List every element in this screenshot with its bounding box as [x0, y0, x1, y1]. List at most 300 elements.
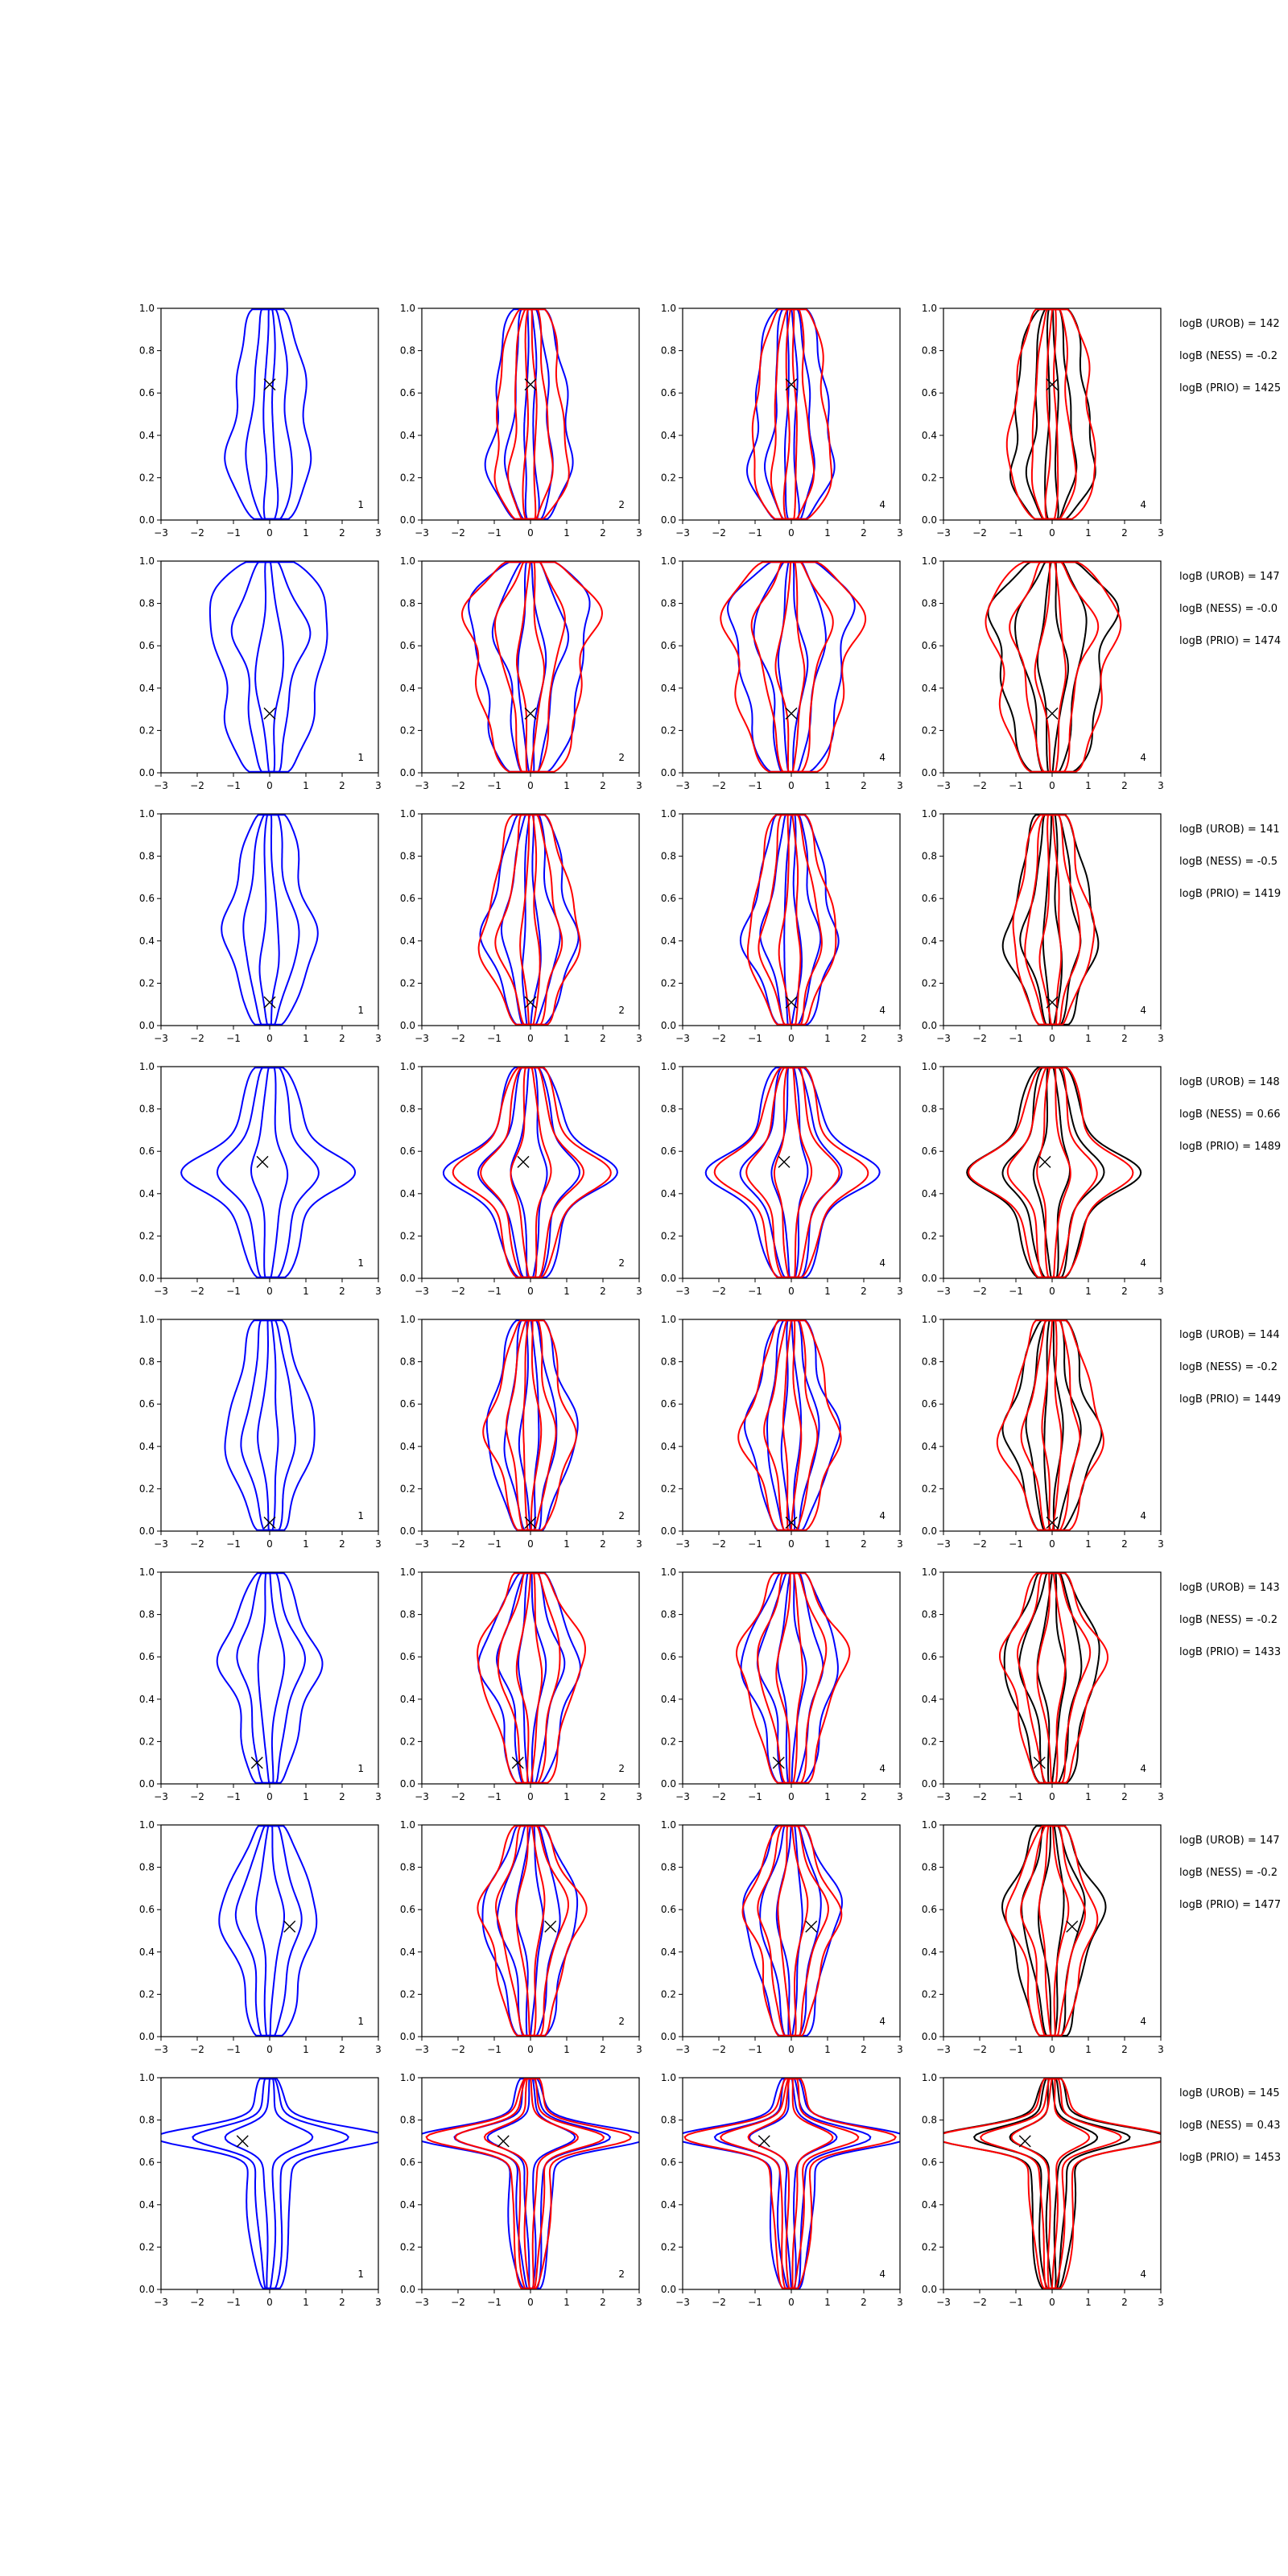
y-tick-label: 0.8: [660, 1103, 676, 1115]
x-tick-label: −2: [972, 1791, 987, 1802]
y-tick-label: 0.0: [399, 1778, 415, 1790]
x-tick-label: −1: [487, 527, 502, 539]
y-tick-label: 1.0: [660, 1061, 676, 1072]
x-tick-label: −2: [190, 1538, 204, 1550]
panel-r6-c3: [661, 1567, 903, 1802]
contour-level-1: [516, 1826, 543, 2035]
axes-frame: [943, 2078, 1161, 2289]
contour-level-3: [741, 815, 839, 1024]
x-tick-label: −3: [675, 527, 690, 539]
x-tick-label: 2: [1121, 1286, 1128, 1297]
y-tick-label: 1.0: [660, 303, 676, 314]
contour-series-black: [935, 2079, 1166, 2288]
y-tick-label: 0.6: [138, 1651, 155, 1663]
x-tick-label: −3: [675, 1033, 690, 1044]
y-tick-label: 0.0: [921, 514, 937, 526]
contour-level-3: [181, 1067, 355, 1277]
x-tick-label: 0: [788, 780, 795, 791]
contour-level-1: [519, 1320, 539, 1530]
x-tick-label: −3: [154, 527, 168, 539]
x-tick-label: −2: [190, 527, 204, 539]
y-tick-label: 0.2: [660, 724, 676, 737]
panel-r7-c3: [661, 1819, 903, 2055]
x-tick-label: 1: [1085, 1033, 1092, 1044]
contour-level-2: [478, 1067, 580, 1277]
x-tick-label: 3: [375, 2297, 382, 2308]
y-tick-label: 0.8: [399, 1608, 415, 1620]
annotation-text: logB (PRIO) = 1474: [1179, 635, 1282, 647]
annotation-text: logB (NESS) = -0.2: [1179, 350, 1278, 362]
contour-series-red: [968, 1067, 1133, 1277]
annotation-text: logB (NESS) = -0.2: [1179, 1361, 1278, 1373]
x-tick-label: 0: [266, 780, 273, 791]
x-tick-label: 0: [788, 527, 795, 539]
x-tick-label: 0: [266, 2297, 273, 2308]
x-tick-label: 2: [339, 2297, 345, 2308]
contour-level-1: [782, 1320, 802, 1530]
y-tick-label: 0.6: [660, 640, 676, 652]
y-tick-label: 0.4: [399, 1187, 415, 1199]
contour-level-3: [738, 1320, 840, 1530]
x-tick-label: 3: [636, 1538, 642, 1550]
axes-frame: [161, 814, 378, 1026]
contour-series-black: [989, 562, 1119, 771]
contour-level-2: [497, 1573, 564, 1782]
contour-level-1: [1038, 562, 1068, 771]
x-tick-label: 2: [861, 1791, 867, 1802]
y-tick-label: 0.8: [660, 345, 676, 357]
x-tick-label: 2: [1121, 2044, 1128, 2055]
panel-label: 1: [357, 499, 364, 510]
y-tick-label: 0.8: [399, 2114, 415, 2126]
contour-series-red: [738, 1320, 840, 1530]
contour-level-1: [255, 562, 283, 771]
y-tick-label: 0.2: [921, 1230, 937, 1242]
x-tick-label: 1: [1085, 780, 1092, 791]
y-tick-label: 0.8: [399, 1103, 415, 1115]
x-tick-label: 3: [1158, 1286, 1164, 1297]
contour-series-blue: [706, 1067, 880, 1277]
y-tick-label: 0.4: [138, 1693, 155, 1705]
axes-frame: [943, 814, 1161, 1026]
axes-frame: [161, 1572, 378, 1784]
x-tick-label: −1: [487, 1538, 502, 1550]
x-tick-label: −1: [748, 1286, 762, 1297]
x-tick-label: −2: [451, 780, 465, 791]
y-tick-label: 0.0: [138, 767, 155, 778]
y-tick-label: 0.6: [660, 893, 676, 905]
x-tick-label: 3: [375, 1538, 382, 1550]
annotation-text: logB (PRIO) = 1489: [1179, 1141, 1282, 1153]
y-tick-label: 0.2: [660, 472, 676, 484]
panel-label: 1: [357, 2268, 364, 2280]
contour-series-blue: [478, 1573, 580, 1782]
x-tick-label: 2: [339, 1791, 345, 1802]
x-tick-label: 1: [824, 780, 831, 791]
contour-level-1: [749, 2079, 833, 2288]
panel-label: 2: [618, 1510, 625, 1521]
axes-frame: [683, 814, 900, 1026]
contour-level-2: [752, 562, 833, 771]
y-tick-label: 0.8: [921, 1861, 937, 1873]
y-tick-label: 0.8: [138, 850, 155, 862]
y-tick-label: 0.6: [138, 640, 155, 652]
x-tick-label: −2: [712, 2044, 726, 2055]
x-tick-label: −2: [190, 780, 204, 791]
annotation-text: logB (UROB) = 147: [1179, 1835, 1280, 1847]
x-tick-label: 0: [788, 1286, 795, 1297]
x-tick-label: −3: [675, 1538, 690, 1550]
x-tick-label: −1: [487, 2297, 502, 2308]
contour-level-1: [517, 562, 544, 771]
axes-frame: [161, 1825, 378, 2037]
y-tick-label: 1.0: [921, 808, 937, 819]
annotation-text: logB (NESS) = -0.2: [1179, 1614, 1278, 1626]
y-tick-label: 0.2: [138, 1483, 155, 1495]
y-tick-label: 0.6: [921, 1651, 937, 1663]
panel-r7-c4: [922, 1819, 1164, 2055]
x-tick-label: 1: [564, 2044, 570, 2055]
axes-frame: [161, 2078, 378, 2289]
y-tick-label: 0.6: [399, 893, 415, 905]
x-tick-label: −1: [487, 1791, 502, 1802]
contour-series-red: [743, 1826, 842, 2035]
x-tick-label: 0: [1049, 527, 1055, 539]
contour-level-2: [746, 1067, 839, 1277]
contour-series-blue: [743, 1826, 842, 2035]
x-tick-label: −2: [972, 780, 987, 791]
x-tick-label: 3: [1158, 780, 1164, 791]
x-tick-label: −3: [154, 1033, 168, 1044]
contour-level-1: [1038, 1573, 1066, 1782]
x-tick-label: 3: [1158, 1033, 1164, 1044]
axes-frame: [943, 561, 1161, 773]
x-tick-label: 0: [527, 1033, 534, 1044]
x-tick-label: 3: [375, 1791, 382, 1802]
y-tick-label: 1.0: [660, 555, 676, 567]
y-tick-label: 0.0: [138, 1020, 155, 1031]
panel-r1-c4: [922, 303, 1164, 539]
x-tick-label: 2: [861, 527, 867, 539]
y-tick-label: 0.4: [921, 1693, 937, 1705]
y-tick-label: 1.0: [921, 1314, 937, 1325]
x-tick-label: 1: [824, 1033, 831, 1044]
panel-r2-c1: [139, 555, 382, 791]
y-tick-label: 0.0: [921, 767, 937, 778]
annotation-text: logB (UROB) = 142: [1179, 318, 1280, 330]
y-tick-label: 0.8: [399, 1861, 415, 1873]
y-tick-label: 0.8: [921, 597, 937, 609]
x-tick-label: −1: [1009, 1286, 1023, 1297]
panel-r4-c4: [922, 1061, 1164, 1297]
y-tick-label: 0.2: [921, 1988, 937, 2000]
x-tick-label: 1: [303, 2044, 309, 2055]
y-tick-label: 0.6: [399, 1904, 415, 1916]
x-tick-label: 1: [564, 1286, 570, 1297]
y-tick-label: 0.2: [660, 977, 676, 989]
axes-frame: [683, 561, 900, 773]
x-tick-label: −3: [415, 780, 429, 791]
x-tick-label: −3: [415, 1538, 429, 1550]
contour-level-1: [1035, 562, 1066, 771]
panel-r5-c4: [922, 1314, 1164, 1550]
x-tick-label: −1: [748, 780, 762, 791]
panel-r1-c1: [139, 303, 382, 539]
x-tick-label: 3: [897, 1538, 903, 1550]
x-tick-label: 0: [527, 780, 534, 791]
y-tick-label: 0.0: [660, 2031, 676, 2042]
contour-level-3: [967, 1067, 1141, 1277]
axes-frame: [422, 1319, 639, 1531]
x-tick-label: −1: [226, 527, 241, 539]
x-marker: [284, 1921, 295, 1932]
y-tick-label: 0.8: [399, 345, 415, 357]
contour-level-2: [754, 562, 826, 771]
y-tick-label: 1.0: [138, 1819, 155, 1831]
y-tick-label: 0.6: [399, 1651, 415, 1663]
y-tick-label: 0.4: [660, 429, 676, 441]
x-tick-label: −3: [154, 2297, 168, 2308]
contour-level-1: [260, 815, 279, 1024]
y-tick-label: 0.4: [660, 1693, 676, 1705]
y-tick-label: 0.6: [660, 1651, 676, 1663]
y-tick-label: 1.0: [138, 555, 155, 567]
panel-label: 1: [357, 1510, 364, 1521]
panel-label: 2: [618, 499, 625, 510]
x-tick-label: −3: [675, 1286, 690, 1297]
y-tick-label: 0.8: [399, 597, 415, 609]
contour-level-1: [1034, 1067, 1070, 1277]
x-tick-label: −1: [487, 2044, 502, 2055]
x-tick-label: −2: [190, 2297, 204, 2308]
x-tick-label: 3: [636, 2297, 642, 2308]
contour-series-blue: [155, 2079, 387, 2288]
y-tick-label: 0.0: [921, 1525, 937, 1537]
y-tick-label: 1.0: [660, 1819, 676, 1831]
annotation-text: logB (PRIO) = 1419: [1179, 888, 1282, 900]
annotation-text: logB (NESS) = -0.5: [1179, 856, 1278, 868]
x-tick-label: −2: [190, 1791, 204, 1802]
y-tick-label: 1.0: [921, 2072, 937, 2083]
y-tick-label: 0.6: [921, 387, 937, 399]
y-tick-label: 0.2: [660, 1736, 676, 1748]
contour-level-2: [980, 2079, 1121, 2288]
y-tick-label: 0.6: [138, 2157, 155, 2169]
x-tick-label: −3: [415, 527, 429, 539]
y-tick-label: 0.0: [921, 1778, 937, 1790]
axes-frame: [943, 308, 1161, 520]
y-tick-label: 1.0: [660, 1314, 676, 1325]
y-tick-label: 1.0: [399, 303, 415, 314]
y-tick-label: 1.0: [138, 303, 155, 314]
contour-level-2: [481, 1067, 584, 1277]
contour-level-3: [210, 562, 328, 771]
contour-level-2: [217, 1067, 319, 1277]
contour-level-3: [462, 562, 602, 771]
y-tick-label: 0.2: [660, 2241, 676, 2253]
x-tick-label: 1: [1085, 1791, 1092, 1802]
x-tick-label: −3: [936, 1033, 951, 1044]
x-tick-label: −1: [748, 1538, 762, 1550]
x-tick-label: 2: [600, 1538, 606, 1550]
axes-frame: [422, 1825, 639, 2037]
contour-level-2: [760, 815, 820, 1024]
panel-r3-c3: [661, 808, 903, 1044]
contour-level-2: [246, 309, 292, 518]
x-tick-label: −1: [487, 1033, 502, 1044]
x-tick-label: 2: [600, 1286, 606, 1297]
x-tick-label: 1: [564, 1791, 570, 1802]
contour-series-blue: [745, 1320, 840, 1530]
panel-r6-c2: [400, 1567, 642, 1802]
x-tick-label: 1: [303, 780, 309, 791]
x-tick-label: −2: [190, 2044, 204, 2055]
x-marker: [264, 379, 275, 390]
x-tick-label: 3: [1158, 2044, 1164, 2055]
x-tick-label: 3: [636, 1791, 642, 1802]
contour-level-3: [935, 2079, 1166, 2288]
y-tick-label: 0.2: [921, 724, 937, 737]
y-tick-label: 0.2: [921, 977, 937, 989]
annotation-text: logB (NESS) = 0.43: [1179, 2120, 1281, 2132]
x-tick-label: 3: [897, 1033, 903, 1044]
panel-r5-c2: [400, 1314, 642, 1550]
x-tick-label: −3: [675, 780, 690, 791]
contour-level-1: [771, 1067, 807, 1277]
x-marker: [237, 2136, 248, 2147]
x-tick-label: −1: [1009, 780, 1023, 791]
x-tick-label: 1: [824, 2044, 831, 2055]
y-tick-label: 0.8: [138, 1608, 155, 1620]
y-tick-label: 1.0: [921, 1567, 937, 1578]
panel-r2-c2: [400, 555, 642, 791]
panel-label: 2: [618, 2268, 625, 2280]
axes-frame: [161, 308, 378, 520]
x-tick-label: 2: [861, 780, 867, 791]
contour-series-red: [1006, 1826, 1098, 2035]
y-tick-label: 0.6: [138, 1904, 155, 1916]
y-tick-label: 0.6: [399, 1146, 415, 1158]
x-tick-label: −2: [712, 527, 726, 539]
y-tick-label: 0.6: [921, 1146, 937, 1158]
x-tick-label: 1: [1085, 2297, 1092, 2308]
y-tick-label: 0.6: [399, 1398, 415, 1410]
x-tick-label: −1: [1009, 527, 1023, 539]
y-tick-label: 0.2: [921, 1483, 937, 1495]
x-tick-label: −3: [936, 527, 951, 539]
x-tick-label: −2: [712, 1538, 726, 1550]
x-tick-label: −2: [972, 2297, 987, 2308]
y-tick-label: 0.2: [399, 1736, 415, 1748]
x-marker: [264, 997, 275, 1008]
x-tick-label: 3: [897, 780, 903, 791]
y-tick-label: 0.6: [138, 387, 155, 399]
y-tick-label: 0.8: [660, 1356, 676, 1368]
contour-level-3: [453, 1067, 611, 1277]
x-tick-label: 2: [1121, 527, 1128, 539]
contour-series-blue: [444, 1067, 617, 1277]
y-tick-label: 0.4: [660, 1440, 676, 1452]
contour-series-blue: [210, 562, 328, 771]
contour-level-2: [192, 2079, 348, 2288]
panel-label: 2: [618, 2016, 625, 2027]
x-tick-label: −3: [415, 1791, 429, 1802]
panel-label: 4: [1140, 499, 1146, 510]
contour-level-2: [232, 562, 311, 771]
x-tick-label: 3: [897, 1286, 903, 1297]
x-tick-label: 2: [1121, 2297, 1128, 2308]
contour-series-blue: [741, 815, 839, 1024]
x-tick-label: 3: [897, 527, 903, 539]
panel-label: 4: [879, 1257, 886, 1269]
x-tick-label: 0: [1049, 1791, 1055, 1802]
y-tick-label: 0.6: [921, 640, 937, 652]
y-tick-label: 0.2: [660, 1988, 676, 2000]
y-tick-label: 0.2: [399, 1230, 415, 1242]
x-tick-label: −1: [748, 2297, 762, 2308]
x-marker: [1046, 708, 1058, 719]
contour-level-3: [483, 1320, 576, 1530]
y-tick-label: 0.4: [138, 935, 155, 947]
x-tick-label: −2: [712, 1033, 726, 1044]
x-tick-label: −1: [748, 1033, 762, 1044]
y-tick-label: 0.4: [138, 1946, 155, 1958]
y-tick-label: 0.6: [399, 640, 415, 652]
panel-r3-c4: [922, 808, 1164, 1044]
contour-level-1: [1038, 1573, 1066, 1782]
contour-level-1: [778, 562, 807, 771]
contour-series-blue: [217, 1573, 323, 1782]
contour-series-red: [1000, 1573, 1108, 1782]
y-tick-label: 0.2: [399, 472, 415, 484]
y-tick-label: 0.2: [660, 1483, 676, 1495]
contour-level-1: [511, 1067, 547, 1277]
x-tick-label: 3: [375, 527, 382, 539]
y-tick-label: 0.4: [399, 682, 415, 694]
x-tick-label: −2: [451, 1791, 465, 1802]
panel-label: 2: [618, 1005, 625, 1016]
contour-series-blue: [675, 2079, 907, 2288]
x-tick-label: −1: [748, 1791, 762, 1802]
contour-level-3: [706, 1067, 880, 1277]
contour-level-3: [685, 2079, 896, 2288]
y-tick-label: 0.6: [138, 893, 155, 905]
panel-r5-c3: [661, 1314, 903, 1550]
y-tick-label: 0.0: [399, 2284, 415, 2295]
x-tick-label: −1: [226, 1033, 241, 1044]
y-tick-label: 0.4: [399, 2198, 415, 2211]
x-tick-label: 2: [1121, 1791, 1128, 1802]
contour-level-1: [225, 2079, 313, 2288]
x-tick-label: −1: [1009, 1791, 1023, 1802]
x-marker: [257, 1156, 268, 1167]
y-tick-label: 0.4: [399, 935, 415, 947]
panel-r8-c1: [139, 2072, 387, 2308]
y-tick-label: 0.6: [921, 1904, 937, 1916]
x-tick-label: 1: [303, 527, 309, 539]
x-tick-label: 1: [824, 1286, 831, 1297]
y-tick-label: 0.6: [660, 387, 676, 399]
y-tick-label: 0.2: [138, 1230, 155, 1242]
x-tick-label: 2: [600, 2297, 606, 2308]
contour-series-red: [720, 562, 865, 771]
x-tick-label: 3: [636, 780, 642, 791]
y-tick-label: 1.0: [138, 808, 155, 819]
x-marker: [1046, 379, 1058, 390]
x-tick-label: 0: [1049, 1538, 1055, 1550]
y-tick-label: 0.6: [660, 2157, 676, 2169]
x-tick-label: 3: [897, 2044, 903, 2055]
